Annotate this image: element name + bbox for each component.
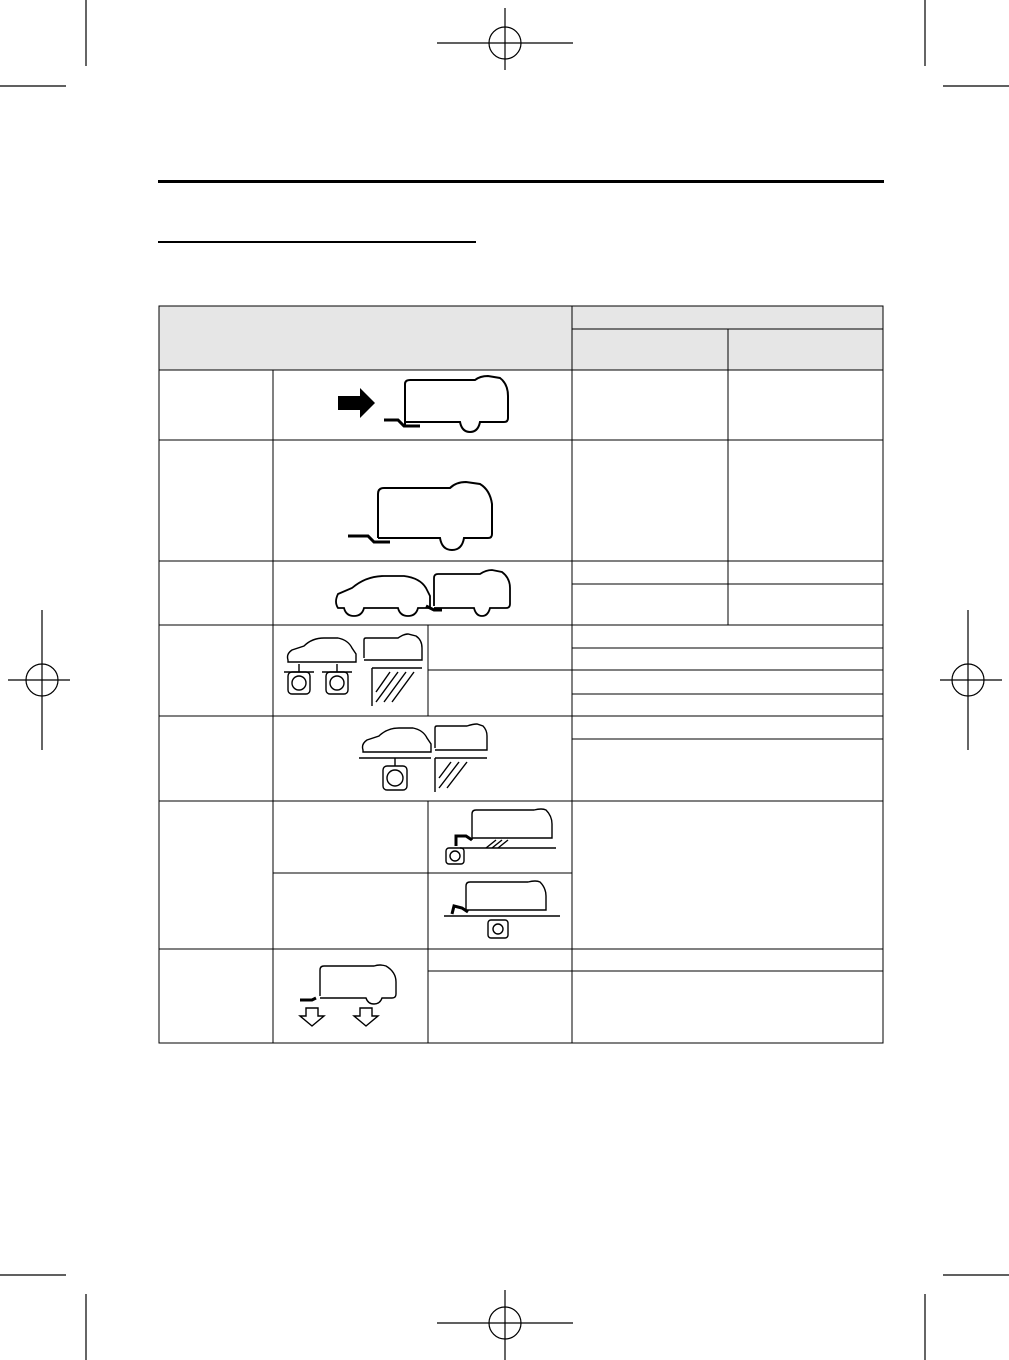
trailer-load-arrows-illustration [296,962,408,1034]
gross-weight-scale-illustration [355,722,495,798]
car-with-trailer-illustration [330,566,520,622]
trailer-weight-scale-illustration [440,878,564,944]
table-header-left [159,306,572,370]
trailer-illustration [340,480,510,555]
trailer-with-arrow-illustration [330,374,520,436]
tongue-weight-scale-illustration [438,806,564,868]
axle-weight-scales-illustration [280,632,425,712]
arrow-right-icon [338,388,375,418]
